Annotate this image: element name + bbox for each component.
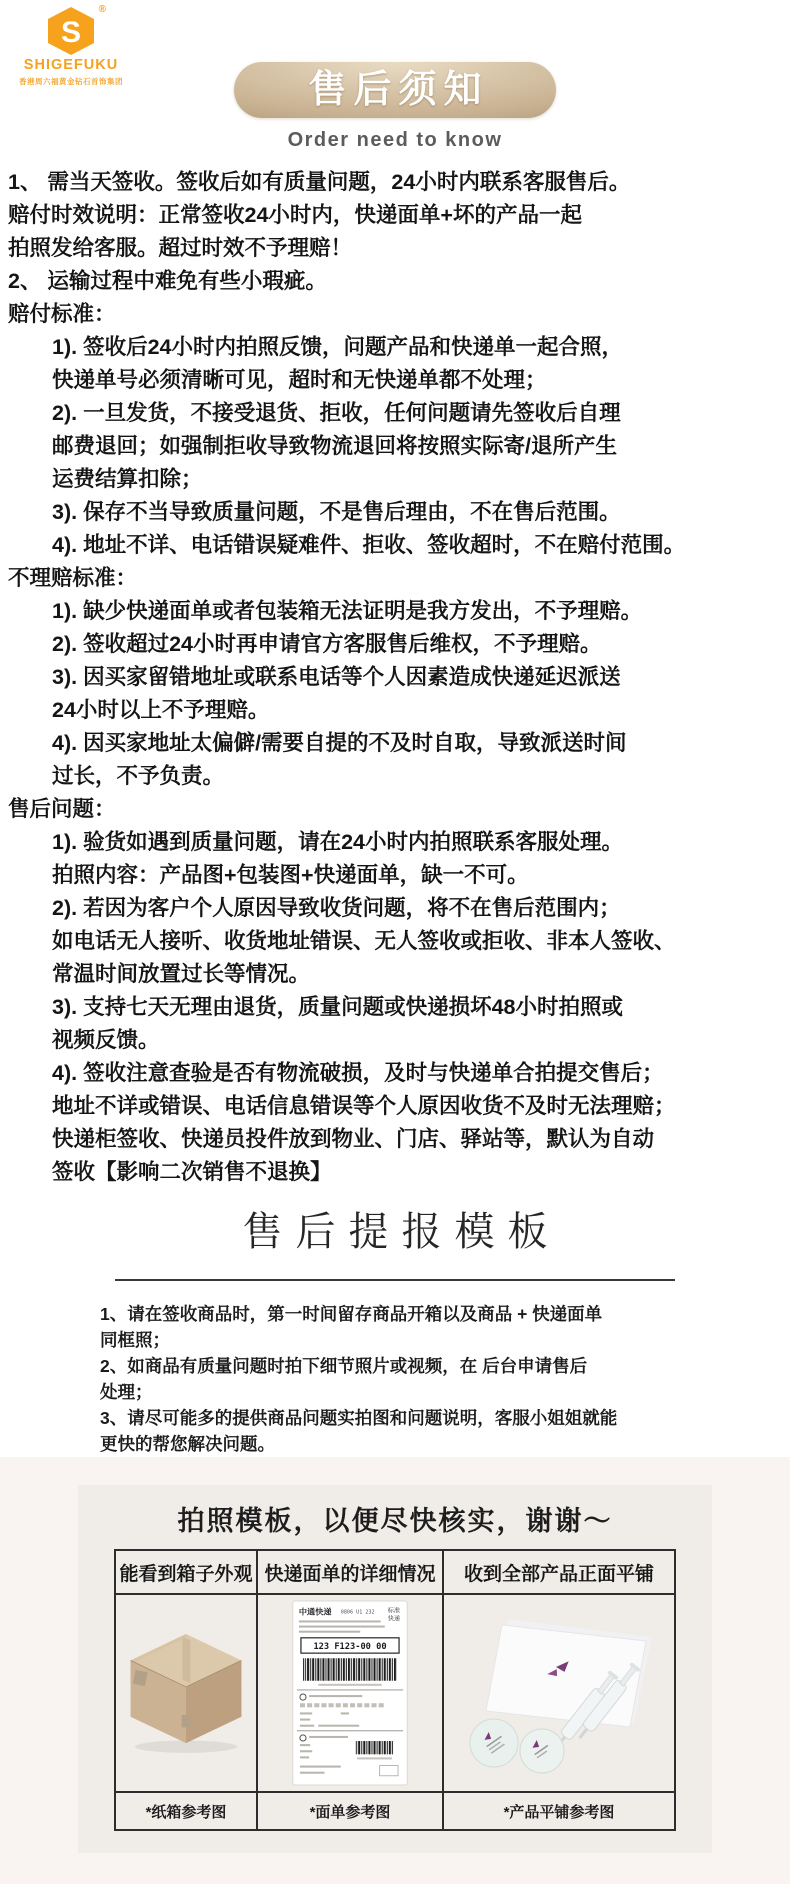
column-header-carton: 能看到箱子外观 bbox=[115, 1550, 257, 1594]
notice-line: 不理赔标准： bbox=[8, 566, 138, 590]
notice-line: 3). 因买家留错地址或联系电话等个人因素造成快递延迟派送 bbox=[52, 665, 621, 689]
title-divider bbox=[115, 1279, 675, 1281]
notice-line: 过长，不予负责。 bbox=[52, 764, 225, 788]
notice-line: 4). 地址不详、电话错误疑难件、拒收、签收超时，不在赔付范围。 bbox=[52, 533, 686, 557]
report-template-title: 售后提报模板 bbox=[242, 1210, 561, 1254]
notice-line: 1). 签收后24小时内拍照反馈，问题产品和快递单一起合照， bbox=[52, 335, 623, 359]
svg-text:快递: 快递 bbox=[387, 1615, 401, 1623]
carton-photo-cell bbox=[115, 1594, 257, 1792]
svg-text:中通快递: 中通快递 bbox=[298, 1607, 332, 1617]
notice-line: 邮费退回；如强制拒收导致物流退回将按照实际寄/退所产生 bbox=[52, 434, 617, 458]
notice-line: 1). 验货如遇到质量问题，请在24小时内拍照联系客服处理。 bbox=[52, 830, 623, 854]
notice-line: 售后问题： bbox=[8, 797, 116, 821]
notice-line: 常温时间放置过长等情况。 bbox=[52, 962, 311, 986]
notice-line: 1). 缺少快递面单或者包装箱无法证明是我方发出，不予理赔。 bbox=[52, 599, 643, 623]
svg-text:标准: 标准 bbox=[387, 1607, 401, 1615]
notice-line: 1、 需当天签收。签收后如有质量问题，24小时内联系客服售后。 bbox=[8, 170, 631, 194]
after-sales-banner bbox=[234, 62, 556, 118]
notice-line: 签收【影响二次销售不退换】 bbox=[52, 1160, 332, 1184]
carton-box-image bbox=[120, 1618, 252, 1768]
table-caption-row bbox=[115, 1792, 675, 1830]
notice-line: 视频反馈。 bbox=[52, 1028, 160, 1052]
hexagon-s-logo-icon bbox=[44, 4, 106, 56]
notice-line: 赔付时效说明：正常签收24小时内，快递面单+坏的产品一起 bbox=[8, 203, 582, 227]
notice-line: 2). 签收超过24小时再申请官方客服售后维权，不予理赔。 bbox=[52, 632, 602, 656]
notice-line: 3). 保存不当导致质量问题，不是售后理由，不在售后范围。 bbox=[52, 500, 621, 524]
photo-template-section bbox=[0, 1457, 790, 1884]
brand-name: SHIGEFUKU bbox=[23, 57, 119, 73]
instruction-line: 处理； bbox=[100, 1382, 153, 1402]
svg-text:S: S bbox=[60, 16, 82, 49]
notice-line: 4). 签收注意查验是否有物流破损，及时与快递单合拍提交售后； bbox=[52, 1061, 664, 1085]
photo-template-panel bbox=[78, 1485, 712, 1853]
brand-logo bbox=[12, 6, 130, 87]
column-header-products: 收到全部产品正面平铺 bbox=[443, 1550, 675, 1594]
instruction-line: 更快的帮您解决问题。 bbox=[100, 1434, 275, 1454]
products-photo-cell bbox=[443, 1594, 675, 1792]
instruction-line: 3、请尽可能多的提供商品问题实拍图和问题说明，客服小姐姐就能 bbox=[100, 1408, 618, 1428]
svg-text:123 F123-00 00: 123 F123-00 00 bbox=[313, 1642, 387, 1653]
banner-subtitle: Order need to know bbox=[287, 129, 503, 151]
products-flatlay-image bbox=[456, 1605, 662, 1781]
table-image-row bbox=[115, 1594, 675, 1792]
svg-text:0806 U1 232: 0806 U1 232 bbox=[340, 1609, 375, 1616]
notice-line: 4). 因买家地址太偏僻/需要自提的不及时自取，导致派送时间 bbox=[52, 731, 627, 755]
table-header-row bbox=[115, 1550, 675, 1594]
notice-line: 2). 一旦发货，不接受退货、拒收，任何问题请先签收后自理 bbox=[52, 401, 621, 425]
caption-products: *产品平铺参考图 bbox=[443, 1792, 675, 1830]
waybill-photo-cell bbox=[257, 1594, 443, 1792]
notice-line: 地址不详或错误、电话信息错误等个人原因收货不及时无法理赔； bbox=[52, 1094, 676, 1118]
instruction-line: 2、如商品有质量问题时拍下细节照片或视频，在 后台申请售后 bbox=[100, 1356, 588, 1376]
notice-line: 快递柜签收、快递员投件放到物业、门店、驿站等，默认为自动 bbox=[52, 1127, 655, 1151]
photo-template-table bbox=[114, 1549, 676, 1831]
notice-line: 赔付标准： bbox=[8, 302, 116, 326]
caption-carton: *纸箱参考图 bbox=[115, 1792, 257, 1830]
banner-title: 售后须知 bbox=[308, 69, 489, 111]
notice-line: 2、 运输过程中难免有些小瑕疵。 bbox=[8, 269, 327, 293]
notice-line: 运费结算扣除； bbox=[52, 467, 203, 491]
notice-line: 如电话无人接听、收货地址错误、无人签收或拒收、非本人签收、 bbox=[52, 929, 676, 953]
brand-tagline: 香港周六福黄金钻石首饰集团 bbox=[19, 77, 123, 86]
notice-line: 拍照内容：产品图+包装图+快递面单，缺一不可。 bbox=[52, 863, 529, 887]
column-header-waybill: 快递面单的详细情况 bbox=[257, 1550, 443, 1594]
instruction-line: 1、请在签收商品时，第一时间留存商品开箱以及商品 + 快递面单 bbox=[100, 1304, 603, 1324]
photo-panel-title: 拍照模板，以便尽快核实，谢谢～ bbox=[177, 1506, 613, 1536]
caption-waybill: *面单参考图 bbox=[257, 1792, 443, 1830]
report-template-instructions bbox=[100, 1301, 700, 1457]
notice-line: 快递单号必须清晰可见，超时和无快递单都不处理； bbox=[52, 368, 547, 392]
instruction-line: 同框照； bbox=[100, 1330, 170, 1350]
waybill-image bbox=[291, 1600, 409, 1786]
after-sales-notice-text bbox=[8, 166, 782, 1189]
notice-line: 3). 支持七天无理由退货，质量问题或快递损坏48小时拍照或 bbox=[52, 995, 623, 1019]
notice-line: 拍照发给客服。超过时效不予理赔！ bbox=[8, 236, 353, 260]
notice-line: 24小时以上不予理赔。 bbox=[52, 698, 270, 722]
registered-trademark-icon: ® bbox=[98, 4, 106, 15]
notice-line: 2). 若因为客户个人原因导致收货问题，将不在售后范围内； bbox=[52, 896, 621, 920]
